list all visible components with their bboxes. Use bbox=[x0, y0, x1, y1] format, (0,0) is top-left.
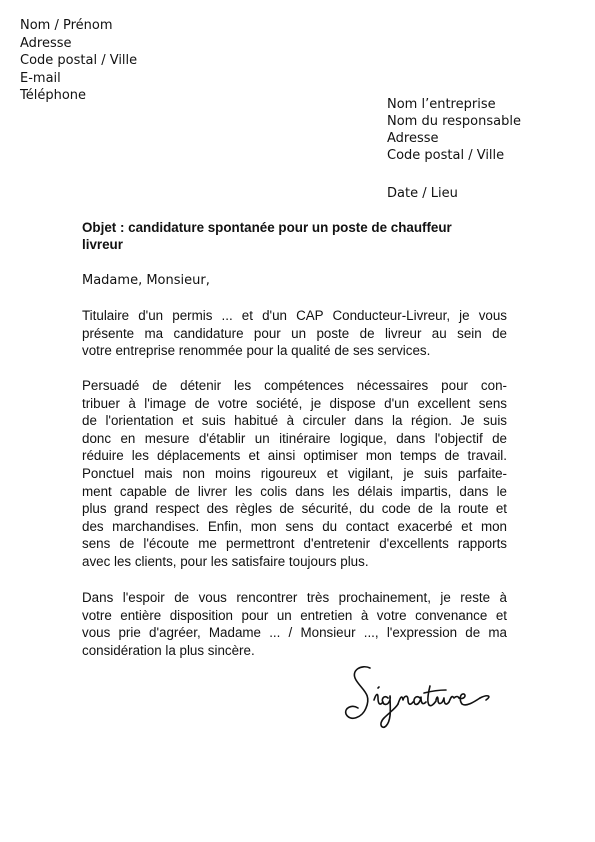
body-paragraph-2 bbox=[82, 377, 507, 571]
subject-line bbox=[82, 219, 507, 253]
paragraph-line: avec les clients, pour les satisfaire toujours plus. bbox=[82, 553, 369, 569]
subject-text-line: Objet : candidature spontanée pour un poste de chauffeur bbox=[82, 220, 452, 235]
paragraph-line: tribuer à l'image de votre société, je dispose d'un excellent sens bbox=[82, 395, 507, 411]
recipient-company: Nom l’entreprise bbox=[387, 97, 496, 112]
paragraph-line: Ponctuel mais non moins rigoureux et vigilant, je suis parfaite- bbox=[82, 465, 507, 481]
sender-email: E-mail bbox=[20, 70, 61, 86]
paragraph-line: de l'orientation et suis habitué à circuler dans la région. Je suis bbox=[82, 413, 507, 429]
paragraph-line: plus grand respect des règles de sécurité, du code de la route et bbox=[82, 501, 507, 517]
sender-name: Nom / Prénom bbox=[20, 18, 113, 33]
salutation: Madame, Monsieur, bbox=[82, 273, 210, 288]
sender-phone: Téléphone bbox=[20, 88, 87, 103]
paragraph-line: Persuadé de détenir les compétences nécessaires pour con- bbox=[82, 378, 507, 393]
paragraph-line: vous prie d'agréer, Madame ... / Monsieur ..., l'expression de ma bbox=[82, 625, 507, 641]
paragraph-line: des marchandises. Enfin, mon sens du contact exacerbé et mon bbox=[82, 518, 507, 534]
paragraph-line: votre entière disposition pour un entretien à votre convenance et bbox=[82, 607, 507, 623]
sender-block bbox=[20, 17, 137, 105]
handwritten-signature bbox=[340, 660, 500, 735]
paragraph-line: Titulaire d'un permis ... et d'un CAP Conducteur-Livreur, je vous bbox=[82, 308, 507, 323]
body-paragraph-3 bbox=[82, 589, 507, 659]
body-paragraph-1 bbox=[82, 307, 507, 360]
recipient-address: Adresse bbox=[387, 131, 439, 146]
sender-address: Adresse bbox=[20, 35, 72, 51]
paragraph-line: ment capable de livrer les colis dans les délais impartis, dans le bbox=[82, 483, 507, 499]
paragraph-line: considération la plus sincère. bbox=[82, 642, 255, 658]
date-place: Date / Lieu bbox=[387, 186, 458, 201]
paragraph-line: votre entreprise renommée pour la qualité de ses services. bbox=[82, 343, 431, 359]
paragraph-line: sens de l'écoute me permettront d'entretenir d'excellents rapports bbox=[82, 536, 507, 552]
subject-text-line: livreur bbox=[82, 237, 123, 252]
recipient-manager: Nom du responsable bbox=[387, 114, 521, 129]
paragraph-line: donc en mesure d'établir un itinéraire logique, dans l'objectif de bbox=[82, 430, 507, 446]
recipient-block bbox=[387, 96, 521, 164]
paragraph-line: présente ma candidature pour un poste de livreur au sein de bbox=[82, 325, 507, 341]
sender-postal-city: Code postal / Ville bbox=[20, 53, 138, 68]
paragraph-line: Dans l'espoir de vous rencontrer très prochainement, je reste à bbox=[82, 590, 507, 605]
recipient-postal-city: Code postal / Ville bbox=[387, 148, 505, 163]
paragraph-line: réduire les déplacements et ainsi optimiser mon temps de travail. bbox=[82, 448, 507, 464]
